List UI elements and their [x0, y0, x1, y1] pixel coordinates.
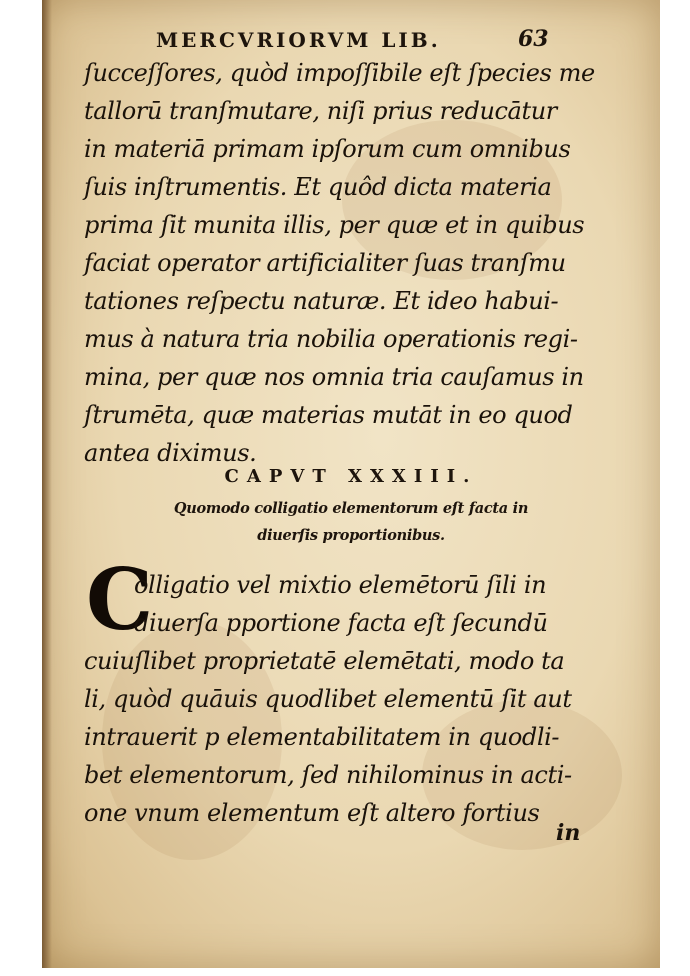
book-page: [42, 0, 660, 968]
passage-2-indented: [134, 566, 594, 642]
catchword: in: [556, 820, 581, 846]
text-line: faciat operator artificialiter ſuas tranſmu: [84, 249, 566, 277]
text-line: one vnum elementum eſt altero fortius: [84, 799, 540, 827]
text-line: diuerſa pportione facta eſt ſecundū: [134, 609, 548, 637]
text-line: antea diximus.: [84, 439, 257, 467]
text-line: tallorū tranſmutare, niſi prius reducātur: [84, 97, 557, 125]
text-line: intrauerit p elementabilitatem in quodli-: [84, 723, 560, 751]
text-line: ſtrumēta, quæ materias mutāt in eo quod: [84, 401, 573, 429]
text-line: mus à natura tria nobilia operationis regi-: [84, 325, 578, 353]
running-head: MERCVRIORVM LIB.: [156, 28, 441, 52]
chapter-heading: CAPVT XXXIII.: [224, 466, 478, 487]
chapter-subtitle: Quomodo colligatio elementorum eſt facta in: [173, 500, 529, 517]
text-line: mina, per quæ nos omnia tria cauſamus in: [84, 363, 584, 391]
text-line: li, quòd quāuis quodlibet elementū ſit aut: [84, 685, 572, 713]
text-line: bet elementorum, ſed nihilominus in acti-: [84, 761, 572, 789]
text-line: ſucceſſores, quòd impoſſibile eſt ſpecies me: [84, 59, 595, 87]
passage-1: [84, 54, 595, 472]
page-number: 63: [518, 26, 549, 52]
text-line: prima ſit munita illis, per quæ et in quibus: [84, 211, 585, 239]
text-line: cuiuſlibet proprietatē elemētati, modo ta: [84, 647, 565, 675]
text-line: tationes reſpectu naturæ. Et ideo habui-: [84, 287, 559, 315]
text-line: in materiā primam ipſorum cum omnibus: [84, 135, 571, 163]
passage-2: [84, 642, 594, 832]
drop-cap: C: [86, 550, 153, 649]
text-line: olligatio vel mixtio elemētorū ſili in: [134, 571, 547, 599]
page-header: [42, 26, 660, 56]
text-line: ſuis inſtrumentis. Et quôd dicta materia: [84, 173, 552, 201]
chapter-subtitle: diuerſis proportionibus.: [257, 527, 445, 544]
